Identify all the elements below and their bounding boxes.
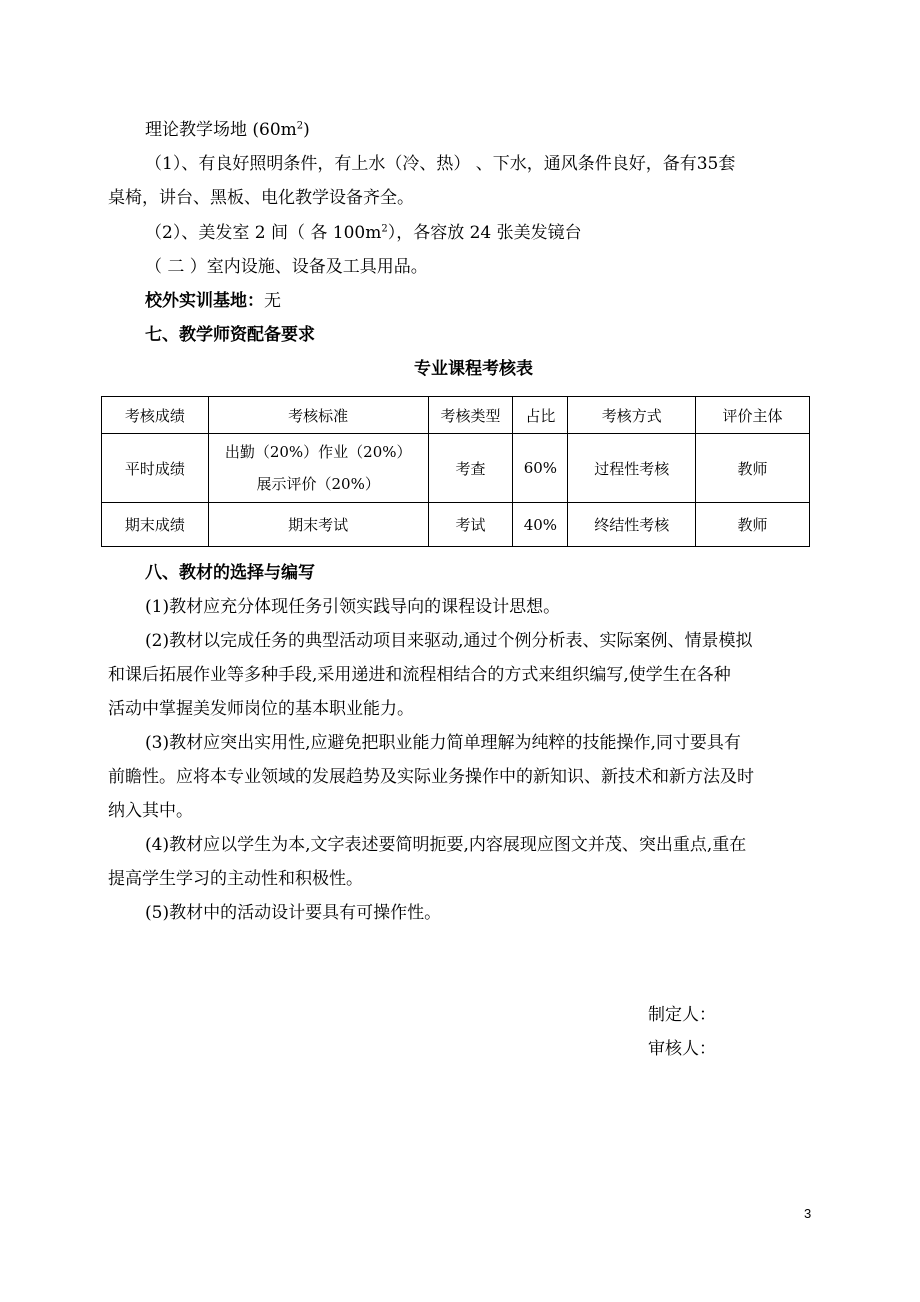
- header-cell: 占比: [513, 397, 568, 434]
- item1-line2: 桌椅，讲台、黑板、电化教学设备齐全。: [108, 188, 414, 208]
- paragraph-4-line1: (4)教材应以学生为本,文字表述要简明扼要,内容展现应图文并茂、突出重点,重在: [145, 835, 747, 855]
- item2: （2）、美发室 2 间（ 各 $100m^2$），各容放 24 张美发镜台: [145, 223, 582, 243]
- header-cell: 评价主体: [696, 397, 810, 434]
- paragraph-2-line3: 活动中掌握美发师岗位的基本职业能力。: [108, 699, 414, 719]
- page-number: 3: [804, 1206, 812, 1221]
- table-cell: 考试: [428, 503, 513, 547]
- paragraph-3-line1: (3)教材应突出实用性,应避免把职业能力简单理解为纯粹的技能操作,同寸要具有: [145, 733, 741, 753]
- table-row: [102, 434, 810, 503]
- header-cell: 考核方式: [568, 397, 696, 434]
- header-cell: 考核标准: [208, 397, 428, 434]
- table-cell: 40%: [513, 503, 568, 547]
- table-cell: 终结性考核: [568, 503, 696, 547]
- paragraph-2-line1: (2)教材以完成任务的典型活动项目来驱动,通过个例分析表、实际案例、情景模拟: [145, 631, 753, 651]
- item3: （ 二 ）室内设施、设备及工具用品。: [145, 257, 428, 277]
- paragraph-4-line2: 提高学生学习的主动性和积极性。: [108, 869, 363, 889]
- paragraph-5: (5)教材中的活动设计要具有可操作性。: [145, 903, 442, 923]
- table-header-row: [102, 397, 810, 434]
- table-cell: 期末考试: [208, 503, 428, 547]
- table-cell: 出勤（20%）作业（20%） 展示评价（20%）: [208, 434, 428, 503]
- section-8-heading: 八、教材的选择与编写: [145, 563, 315, 583]
- table-title: 专业课程考核表: [414, 359, 533, 379]
- table-cell: 教师: [696, 434, 810, 503]
- paragraph-3-line2: 前瞻性。应将本专业领域的发展趋势及实际业务操作中的新知识、新技术和新方法及时: [108, 767, 754, 787]
- table-row: [102, 503, 810, 547]
- header-cell: 考核成绩: [102, 397, 209, 434]
- table-cell: 考查: [428, 434, 513, 503]
- offsite-base: 校外实训基地：无: [145, 291, 281, 311]
- table-cell: 期末成绩: [102, 503, 209, 547]
- assessment-table: [101, 396, 810, 547]
- table-cell: 教师: [696, 503, 810, 547]
- table-cell: 60%: [513, 434, 568, 503]
- table-cell: 平时成绩: [102, 434, 209, 503]
- table-cell: 过程性考核: [568, 434, 696, 503]
- header-cell: 考核类型: [428, 397, 513, 434]
- theory-venue: 理论教学场地 $(60m^2)$: [145, 120, 310, 140]
- paragraph-3-line3: 纳入其中。: [108, 801, 193, 821]
- reviewer-label: 审核人：: [648, 1039, 716, 1059]
- paragraph-1: (1)教材应充分体现任务引领实践导向的课程设计思想。: [145, 597, 561, 617]
- maker-label: 制定人：: [648, 1005, 716, 1025]
- item1-line1: （1）、有良好照明条件，有上水（冷、热） 、下水，通风条件良好，备有35套: [145, 154, 736, 174]
- section-7-heading: 七、教学师资配备要求: [145, 325, 315, 345]
- paragraph-2-line2: 和课后拓展作业等多种手段,采用递进和流程相结合的方式来组织编写,使学生在各种: [108, 665, 731, 685]
